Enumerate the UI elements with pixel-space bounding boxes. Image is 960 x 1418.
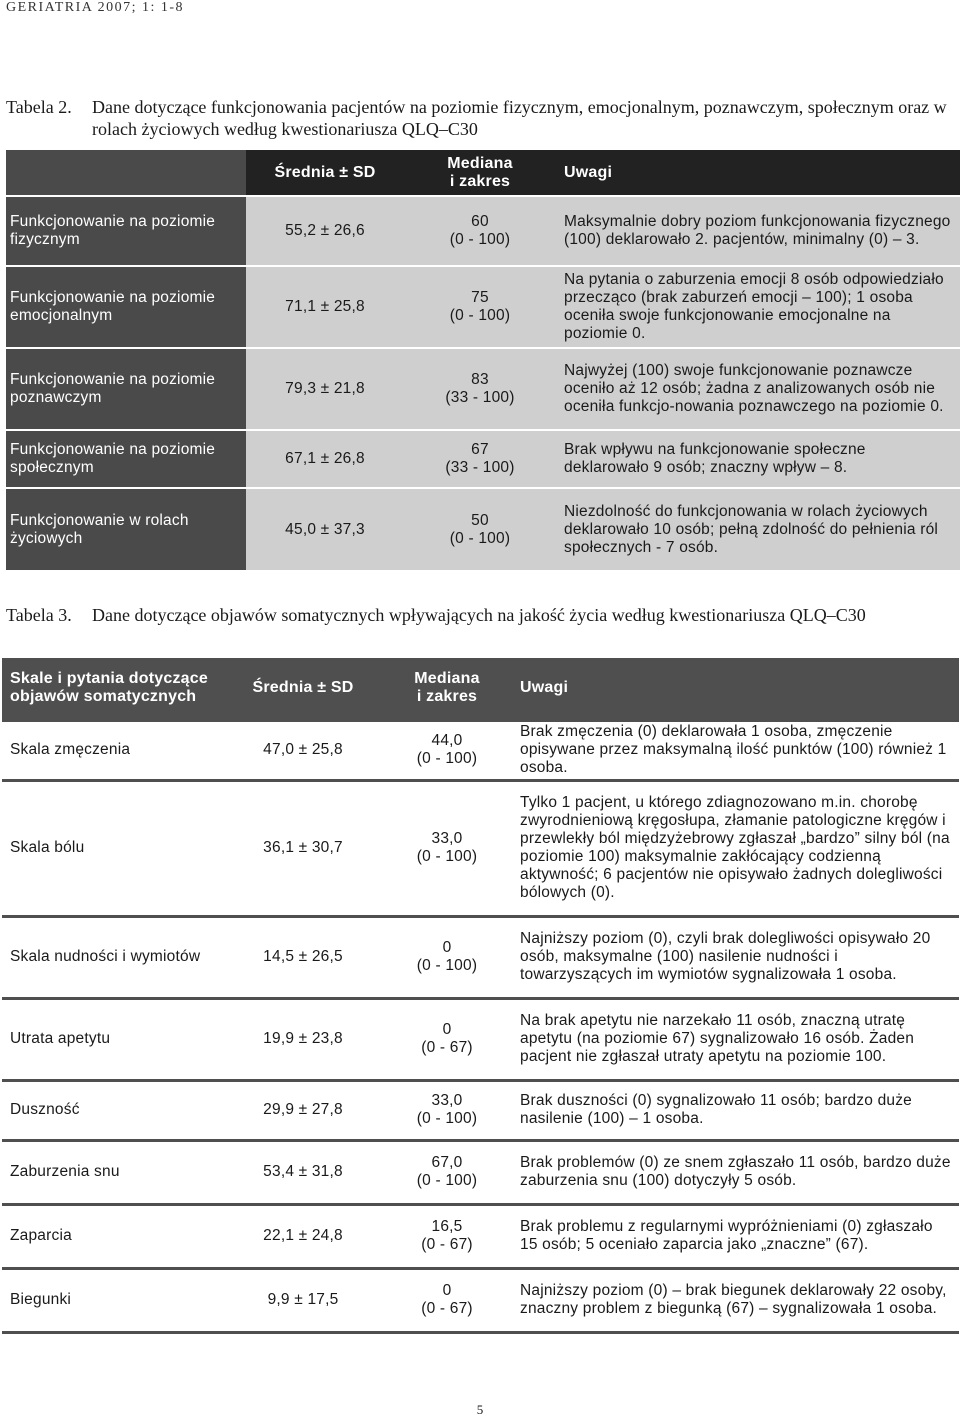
table2-header-label — [6, 150, 246, 196]
row-mean-sd: 71,1 ± 25,8 — [246, 266, 406, 348]
table-row — [2, 1080, 959, 1140]
table-row — [2, 998, 959, 1080]
row-note: Brak wpływu na funkcjonowanie społeczne deklarowało 9 osób; znaczny wpływ – 8. — [556, 430, 960, 488]
table3 — [2, 658, 959, 1334]
row-note: Brak problemu z regularnymi wypróżnieniami (0) zgłaszało 15 osób; 5 oceniało zaparcia jako „znaczne” (67). — [512, 1204, 959, 1268]
row-label: Utrata apetytu — [2, 998, 224, 1080]
row-label: Skala zmęczenia — [2, 720, 224, 780]
row-median — [384, 1140, 512, 1204]
row-note: Brak duszności (0) sygnalizowało 11 osób; bardzo duże nasilenie (100) – 1 osoba. — [512, 1080, 959, 1140]
row-mean-sd: 67,1 ± 26,8 — [246, 430, 406, 488]
table3-header-mean: Średnia ± SD — [224, 658, 384, 720]
row-mean-sd: 79,3 ± 21,8 — [246, 348, 406, 430]
table3-header-median — [384, 658, 512, 720]
table2-header-median-line2: i zakres — [449, 172, 511, 190]
range-value: (0 - 100) — [416, 1110, 478, 1127]
table2-caption-text: Dane dotyczące funkcjonowania pacjentów na poziomie fizycznym, emocjonalnym, poznawczym, społecznym oraz w rolach życiowych według kwestionariusza QLQ–C30 — [92, 97, 947, 139]
table3-header-notes: Uwagi — [512, 658, 959, 720]
row-label: Biegunki — [2, 1268, 224, 1332]
row-median — [384, 780, 512, 916]
table-row — [2, 1268, 959, 1332]
row-median — [384, 1268, 512, 1332]
median-value: 75 — [471, 289, 489, 306]
median-value: 16,5 — [431, 1218, 463, 1235]
table-row — [6, 430, 960, 488]
range-value: (0 - 100) — [449, 529, 511, 547]
row-mean-sd: 45,0 ± 37,3 — [246, 488, 406, 570]
row-median — [384, 916, 512, 998]
row-mean-sd: 55,2 ± 26,6 — [246, 196, 406, 266]
table-row — [2, 916, 959, 998]
table3-label: Tabela 3. — [6, 605, 72, 625]
table3-caption-text: Dane dotyczące objawów somatycznych wpływających na jakość życia według kwestionariusza QLQ–C30 — [92, 605, 866, 625]
page-number: 5 — [476, 1402, 484, 1417]
median-value: 33,0 — [431, 830, 463, 847]
table2-header-median — [406, 150, 556, 196]
row-median — [406, 430, 556, 488]
row-mean-sd: 47,0 ± 25,8 — [224, 720, 384, 780]
row-note: Na brak apetytu nie narzekało 11 osób, znaczną utratę apetytu (na poziomie 67) sygnalizowało 16 osób. Żaden pacjent nie zgłaszał utraty apetytu na poziomie 100. — [512, 998, 959, 1080]
row-note: Najniższy poziom (0) – brak biegunek deklarowały 22 osoby, znaczny problem z biegunką (67) – sygnalizowała 1 osoba. — [512, 1268, 959, 1332]
table3-header-label: Skale i pytania dotyczące objawów somatycznych — [2, 658, 224, 720]
table3-header-median-line2: i zakres — [416, 688, 478, 706]
row-label: Funkcjonowanie na poziomie poznawczym — [6, 348, 246, 430]
row-label: Zaburzenia snu — [2, 1140, 224, 1204]
table2-label: Tabela 2. — [6, 97, 72, 117]
median-value: 0 — [442, 1021, 452, 1038]
row-median — [384, 998, 512, 1080]
range-value: (0 - 100) — [416, 848, 478, 865]
row-label: Funkcjonowanie na poziomie emocjonalnym — [6, 266, 246, 348]
table2-caption — [6, 96, 950, 140]
row-note: Brak zmęczenia (0) deklarowała 1 osoba, zmęczenie opisywane przez maksymalną ilość punktów (100) również 1 osoba. — [512, 720, 959, 780]
row-label: Duszność — [2, 1080, 224, 1140]
table-row — [6, 196, 960, 266]
row-mean-sd: 29,9 ± 27,8 — [224, 1080, 384, 1140]
table2-header-mean: Średnia ± SD — [246, 150, 406, 196]
table-row — [6, 266, 960, 348]
median-value: 83 — [471, 371, 489, 388]
row-label: Funkcjonowanie na poziomie fizycznym — [6, 196, 246, 266]
range-value: (0 - 100) — [449, 231, 511, 248]
table3-header-median-line1: Mediana — [414, 670, 480, 688]
range-value: (33 - 100) — [445, 389, 515, 406]
row-median — [384, 720, 512, 780]
range-value: (0 - 67) — [421, 1300, 473, 1317]
table-row — [2, 1204, 959, 1268]
range-value: (0 - 100) — [449, 307, 511, 324]
row-label: Skala bólu — [2, 780, 224, 916]
range-value: (0 - 100) — [416, 1172, 478, 1189]
row-mean-sd: 36,1 ± 30,7 — [224, 780, 384, 916]
median-value: 33,0 — [431, 1092, 463, 1109]
row-label: Funkcjonowanie w rolach życiowych — [6, 488, 246, 570]
range-value: (0 - 100) — [416, 957, 478, 974]
median-value: 67 — [471, 441, 489, 458]
row-mean-sd: 9,9 ± 17,5 — [224, 1268, 384, 1332]
range-value: (0 - 67) — [421, 1039, 473, 1056]
row-note: Najwyżej (100) swoje funkcjonowanie poznawcze oceniło aż 12 osób; żadna z analizowanych osób nie oceniła funkcjo-nowania poznawczego na poziomie 0. — [556, 348, 960, 430]
range-value: (33 - 100) — [445, 459, 515, 476]
median-value: 67,0 — [431, 1154, 463, 1171]
row-label: Zaparcia — [2, 1204, 224, 1268]
row-note: Na pytania o zaburzenia emocji 8 osób odpowiedziało przecząco (brak zaburzeń emocji – 100); 1 osoba oceniła swoje funkcjonowanie emocjonalne na poziomie 0. — [556, 266, 960, 348]
row-median — [406, 266, 556, 348]
median-value: 50 — [471, 511, 489, 529]
row-note: Niezdolność do funkcjonowania w rolach życiowych deklarowało 10 osób; pełną zdolność do pełnienia ról społecznych - 7 osób. — [556, 488, 960, 570]
row-mean-sd: 14,5 ± 26,5 — [224, 916, 384, 998]
median-value: 0 — [442, 939, 452, 956]
row-note: Tylko 1 pacjent, u którego zdiagnozowano m.in. chorobę zwyrodnieniową kręgosłupa, złamanie patologiczne kręgów i przewlekły ból międzyżebrowy zgłaszał „bardzo” silny ból (na poziomie 100) maksymalnie zakłócający codzienną aktywność; 6 pacjentów nie opisywało żadnych dolegliwości bólowych (0). — [512, 780, 959, 916]
table2-header-notes: Uwagi — [556, 150, 960, 196]
row-label: Skala nudności i wymiotów — [2, 916, 224, 998]
median-value: 60 — [471, 213, 489, 230]
table-row — [2, 1140, 959, 1204]
row-median — [384, 1080, 512, 1140]
row-mean-sd: 19,9 ± 23,8 — [224, 998, 384, 1080]
table3-caption — [6, 604, 950, 626]
row-median — [406, 488, 556, 570]
table-row — [2, 720, 959, 780]
row-mean-sd: 22,1 ± 24,8 — [224, 1204, 384, 1268]
table-row — [6, 488, 960, 570]
range-value: (0 - 67) — [421, 1236, 473, 1253]
table3-header-row — [2, 658, 959, 720]
table-row — [6, 348, 960, 430]
row-note: Maksymalnie dobry poziom funkcjonowania fizycznego (100) deklarowało 2. pacjentów, minimalny (0) – 3. — [556, 196, 960, 266]
row-median — [406, 196, 556, 266]
table2-header-median-line1: Mediana — [447, 154, 513, 172]
median-value: 44,0 — [431, 732, 463, 749]
range-value: (0 - 100) — [416, 750, 478, 767]
table2 — [6, 150, 960, 570]
median-value: 0 — [442, 1282, 452, 1299]
row-label: Funkcjonowanie na poziomie społecznym — [6, 430, 246, 488]
table2-header-row — [6, 150, 960, 196]
row-mean-sd: 53,4 ± 31,8 — [224, 1140, 384, 1204]
running-header: GERIATRIA 2007; 1: 1-8 — [6, 0, 185, 15]
row-note: Najniższy poziom (0), czyli brak dolegliwości opisywało 20 osób, maksymalne (100) nasilenie nudności i towarzyszących im wymiotów sygnalizowała 1 osoba. — [512, 916, 959, 998]
table-row — [2, 780, 959, 916]
row-median — [406, 348, 556, 430]
row-note: Brak problemów (0) ze snem zgłaszało 11 osób, bardzo duże zaburzenia snu (100) dotyczyły 5 osób. — [512, 1140, 959, 1204]
row-median — [384, 1204, 512, 1268]
